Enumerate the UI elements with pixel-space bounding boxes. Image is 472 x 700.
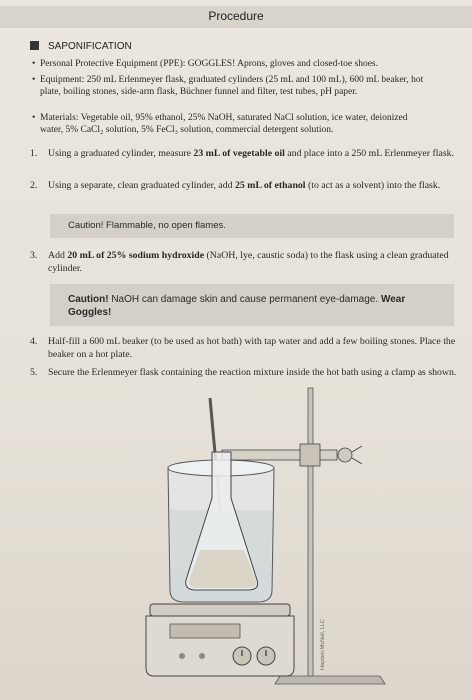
step-text-part: Using a separate, clean graduated cylinder, add: [48, 180, 236, 191]
list-item-materials: [32, 112, 430, 136]
list-item-equipment: [32, 74, 430, 98]
step-text-bold: 25 mL of ethanol: [235, 180, 306, 191]
square-bullet-icon: [30, 41, 39, 50]
step-number: 4.: [30, 336, 38, 347]
reaction-mixture: [189, 550, 257, 588]
ppe-text: Personal Protective Equipment (PPE): GOGGLES! Aprons, gloves and closed-toe shoes.: [40, 59, 378, 69]
step-text-part: Using a graduated cylinder, measure: [48, 148, 194, 159]
caution-emphasis: Wear Goggles!: [68, 294, 406, 318]
caution-text: Flammable, no open flames.: [103, 220, 226, 231]
materials-text: Materials: Vegetable oil, 95% ethanol, 25% NaOH, saturated NaCl solution, ice water, deionized water, 5% CaCl₂ solution, 5% FeCl₃ solution, commercial detergent solution.: [40, 113, 408, 135]
step-text-part: and place into a 250 mL Erlenmeyer flask.: [284, 148, 454, 159]
hot-bath-apparatus-illustration: [130, 380, 390, 692]
section-title: SAPONIFICATION: [48, 41, 132, 52]
step-text-part: (to act as a solvent) into the flask.: [305, 180, 441, 191]
step-text-bold: 20 mL of 25% sodium hydroxide: [67, 250, 205, 261]
step-text: Secure the Erlenmeyer flask containing the reaction mixture inside the hot bath using a clamp as shown.: [48, 367, 457, 378]
bullet-icon: •: [32, 59, 36, 69]
clamp-knob: [338, 448, 352, 462]
step-number: 1.: [30, 148, 38, 159]
step-text: [48, 180, 458, 193]
bullet-icon: •: [32, 75, 36, 85]
caution-box-flammable: [50, 214, 454, 238]
power-indicator-icon: [179, 653, 185, 659]
caution-box-naoh: [50, 284, 454, 326]
step-text: [48, 250, 458, 275]
ring-stand-rod: [308, 388, 313, 678]
step-text: Half-fill a 600 mL beaker (to be used as hot bath) with tap water and add a few boiling stones. Place the beaker on a hot plate.: [48, 336, 456, 360]
step-text-part: (NaOH, lye, caustic soda) to the flask using a clean graduated cylinder.: [48, 250, 449, 274]
bullet-icon: •: [32, 113, 36, 123]
list-item-ppe: [32, 58, 430, 70]
illustration-credit: Hayden-McNeil, LLC: [320, 619, 326, 670]
hot-plate-top: [150, 604, 290, 616]
step-text: [48, 148, 458, 161]
caution-label: Caution!: [68, 294, 109, 305]
step-number: 5.: [30, 367, 38, 378]
caution-text: NaOH can damage skin and cause permanent eye-damage.: [108, 294, 381, 305]
step-text-part: Add: [48, 250, 68, 261]
page-title: Procedure: [208, 9, 264, 23]
clamp-screw: [352, 446, 362, 464]
step-number: 3.: [30, 250, 38, 261]
caution-label: Caution!: [68, 220, 104, 231]
clamp-holder: [300, 444, 320, 466]
step-number: 2.: [30, 180, 38, 191]
ring-stand-base: [275, 676, 385, 684]
hot-plate-display: [170, 624, 240, 638]
power-indicator-icon: [199, 653, 205, 659]
step-text-bold: 23 mL of vegetable oil: [193, 148, 285, 159]
section-heading: [30, 41, 132, 52]
equipment-text: Equipment: 250 mL Erlenmeyer flask, graduated cylinders (25 mL and 100 mL), 600 mL beaker, hot plate, boiling stones, side-arm flask, Büchner funnel and filter, test tubes, pH paper.: [40, 75, 424, 97]
